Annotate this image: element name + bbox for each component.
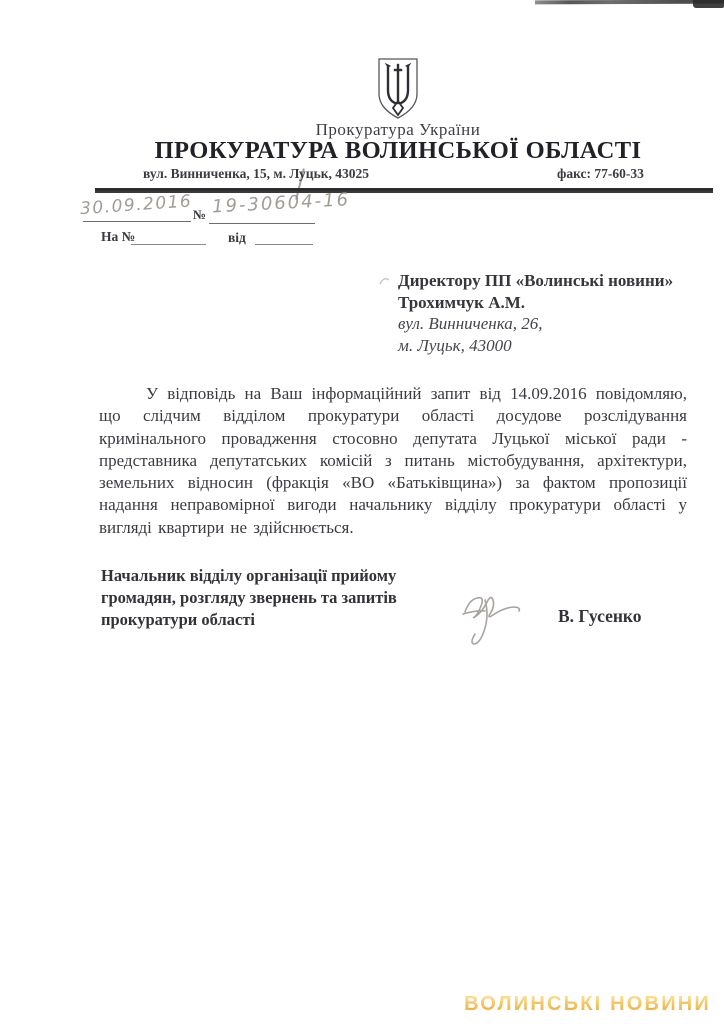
handwritten-number: 19-30604-16: [211, 189, 351, 218]
recipient-name: Трохимчук А.М.: [398, 292, 526, 312]
recipient-city: м. Луцьк, 43000: [398, 335, 512, 355]
volynski-novyny-watermark: ВОЛИНСЬКІ НОВИНИ: [464, 993, 711, 1015]
letter-body-paragraph: У відповідь на Ваш інформаційний запит від 14.09.2016 повідомляю, що слідчим відділом прокуратури області досудове розслідування кримінального провадження стосовно депутата Луцької міської ради - представника депутатських комісій з питань містобудування, архітектури, земельних відносин (фракція «ВО «Батьківщина») за фактом пропозиції надання неправомірної вигоди начальнику відділу прокуратури області у вигляді квартири не здійснюється.: [99, 384, 687, 537]
reply-number-label: На №: [101, 229, 136, 244]
handwritten-signature: [455, 580, 555, 650]
scan-artifact-corner: [693, 0, 724, 8]
signer-position-line1: Начальник відділу організації прийому: [101, 566, 397, 585]
signer-name: В. Гусенко: [558, 606, 642, 626]
ukraine-trident-emblem-icon: [375, 57, 421, 121]
address-row: [85, 166, 711, 184]
recipient-street: вул. Винниченка, 26,: [398, 314, 543, 333]
signer-position-line2: громадян, розгляду звернень та запитів: [101, 588, 397, 607]
signer-position-line3: прокуратури області: [101, 610, 256, 629]
pen-checkmark-artifact: [378, 274, 394, 288]
blank-line-date: [83, 220, 191, 222]
recipient-title: Директору ПП «Волинські новини»: [398, 271, 674, 290]
org-fax: факс: 77-60-33: [557, 166, 644, 181]
reply-from-label: від: [228, 230, 246, 245]
blank-line-reply-number: [131, 243, 206, 245]
number-sign: №: [193, 207, 207, 222]
recipient-block: [398, 270, 698, 356]
org-address: вул. Винниченка, 15, м. Луцьк, 43025: [143, 166, 370, 181]
org-title: ПРОКУРАТУРА ВОЛИНСЬКОЇ ОБЛАСТІ: [154, 137, 642, 164]
signer-position: [101, 565, 431, 631]
org-parent-name: Прокуратура України: [315, 120, 481, 139]
handwritten-date: 30.09.2016: [79, 191, 193, 220]
blank-line-number: [209, 222, 315, 224]
blank-line-reply-date: [255, 243, 313, 245]
